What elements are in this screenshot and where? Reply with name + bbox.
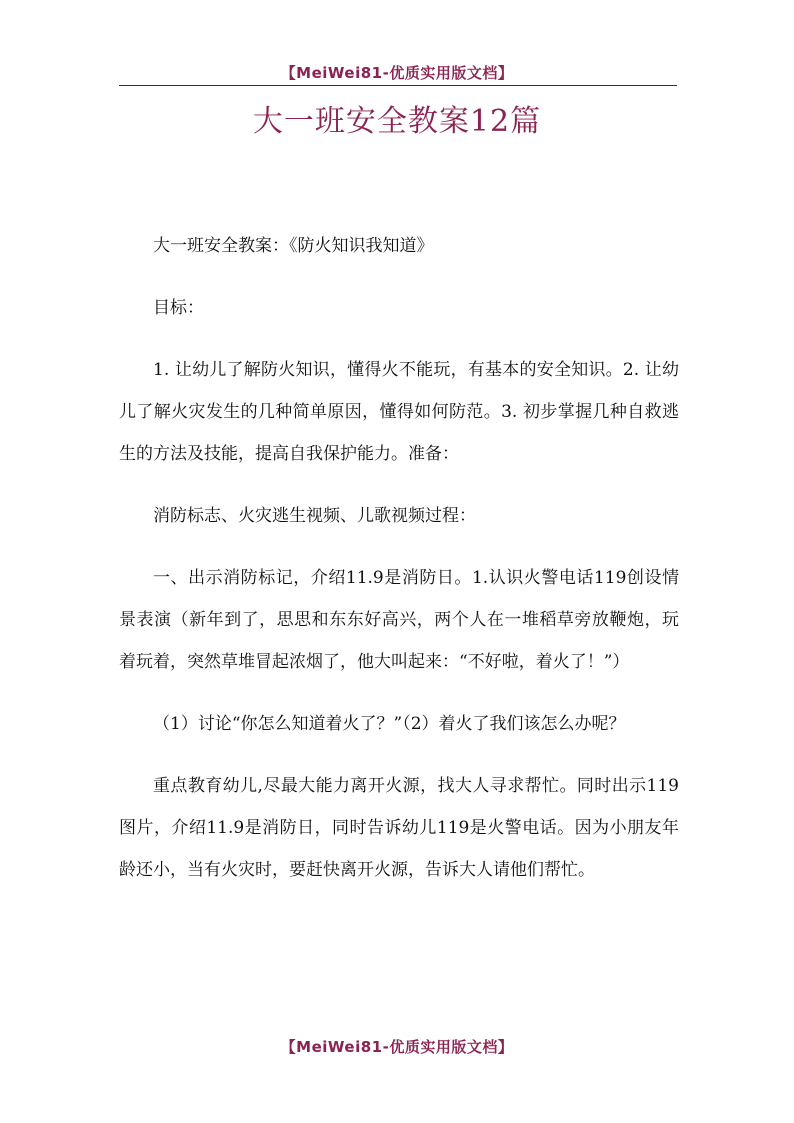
header-divider	[119, 85, 677, 86]
paragraph-goals-heading: 目标：	[153, 298, 204, 318]
paragraph-materials: 消防标志、火灾逃生视频、儿歌视频过程：	[153, 506, 476, 526]
header-banner: 【MeiWei81-优质实用版文档】	[280, 64, 514, 82]
document-body	[119, 225, 679, 911]
paragraph-goals: 1. 让幼儿了解防火知识，懂得火不能玩，有基本的安全知识。2. 让幼儿了解火灾发生的几种简单原因，懂得如何防范。3. 初步掌握几种自救逃生的方法及技能，提高自我保护能力。准备：	[119, 360, 679, 464]
paragraph-discussion: （1）讨论“你怎么知道着火了？”（2）着火了我们该怎么办呢？	[153, 714, 626, 734]
paragraph-lesson-title: 大一班安全教案：《防火知识我知道》	[153, 236, 434, 256]
footer-banner: 【MeiWei81-优质实用版文档】	[280, 1038, 514, 1056]
paragraph-step-one: 一、出示消防标记，介绍11.9是消防日。1.认识火警电话119创设情景表演（新年到了，思思和东东好高兴，两个人在一堆稻草旁放鞭炮，玩着玩着，突然草堆冒起浓烟了，他大叫起来：“不好啦，着火了！”）	[119, 568, 679, 672]
paragraph-key-education: 重点教育幼儿,尽最大能力离开火源，找大人寻求帮忙。同时出示119图片，介绍11.9是消防日，同时告诉幼儿119是火警电话。因为小朋友年龄还小，当有火灾时，要赶快离开火源，告诉大人请他们帮忙。	[119, 776, 679, 880]
document-title: 大一班安全教案12篇	[252, 104, 542, 139]
